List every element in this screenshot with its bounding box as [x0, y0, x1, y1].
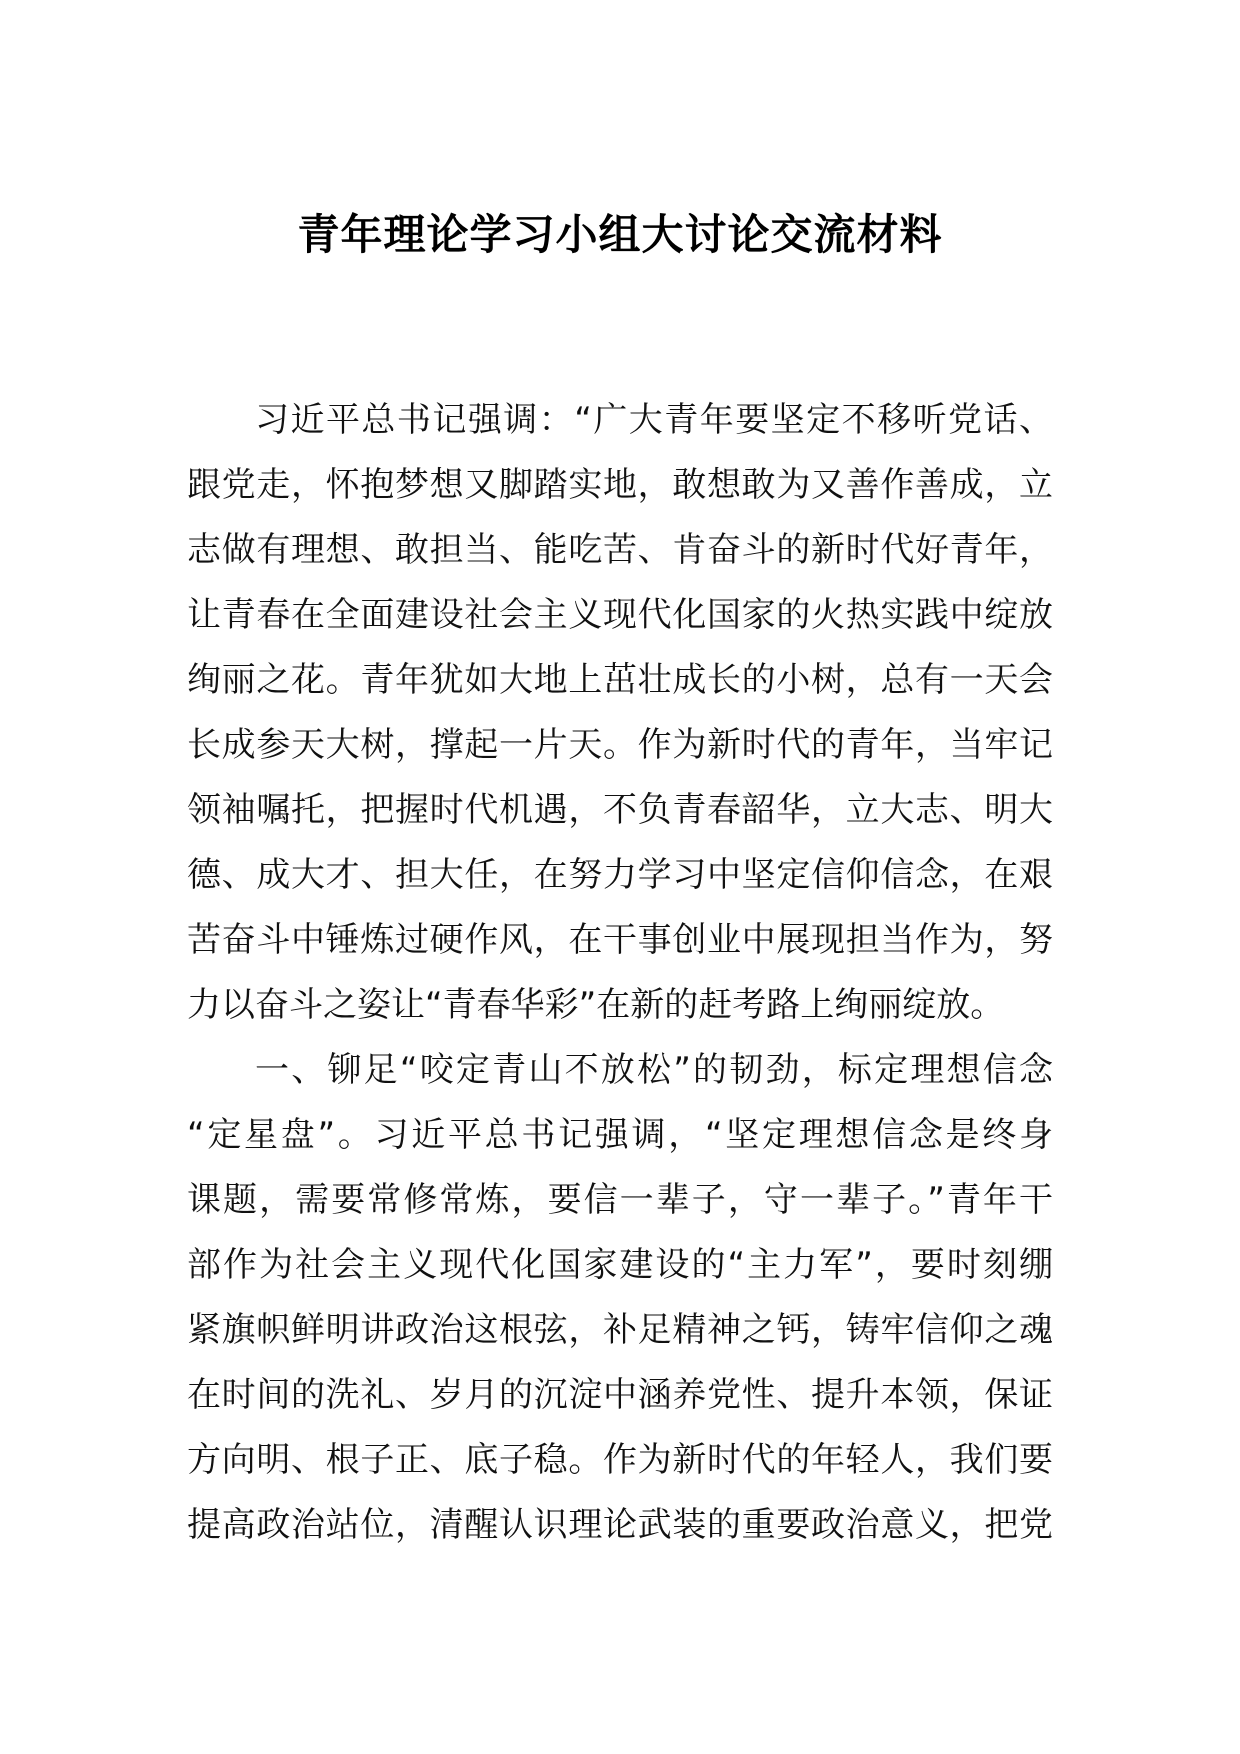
- body-line: 在时间的洗礼、岁月的沉淀中涵养党性、提升本领，保证: [187, 1375, 1053, 1415]
- body-line: 习近平总书记强调：“广大青年要坚定不移听党话、: [255, 400, 1053, 440]
- body-line: 一、铆足“咬定青山不放松”的韧劲，标定理想信念: [255, 1050, 1053, 1090]
- document-title: 青年理论学习小组大讨论交流材料: [297, 210, 943, 259]
- body-line: 紧旗帜鲜明讲政治这根弦，补足精神之钙，铸牢信仰之魂: [187, 1310, 1053, 1350]
- body-line: 力以奋斗之姿让“青春华彩”在新的赶考路上绚丽绽放。: [187, 985, 1005, 1025]
- body-line: 方向明、根子正、底子稳。作为新时代的年轻人，我们要: [187, 1440, 1053, 1480]
- body-line: 长成参天大树，撑起一片天。作为新时代的青年，当牢记: [187, 725, 1053, 765]
- body-line: 领袖嘱托，把握时代机遇，不负青春韶华，立大志、明大: [187, 790, 1053, 830]
- body-line: 绚丽之花。青年犹如大地上茁壮成长的小树，总有一天会: [187, 660, 1053, 700]
- body-line: 部作为社会主义现代化国家建设的“主力军”，要时刻绷: [187, 1245, 1053, 1285]
- body-line: 跟党走，怀抱梦想又脚踏实地，敢想敢为又善作善成，立: [187, 465, 1053, 505]
- body-line: 志做有理想、敢担当、能吃苦、肯奋斗的新时代好青年，: [187, 530, 1053, 570]
- body-line: 课题，需要常修常炼，要信一辈子，守一辈子。”青年干: [187, 1180, 1053, 1220]
- document-body: [187, 388, 1053, 1558]
- body-line: 苦奋斗中锤炼过硬作风，在干事创业中展现担当作为，努: [187, 920, 1053, 960]
- body-line: 让青春在全面建设社会主义现代化国家的火热实践中绽放: [187, 595, 1053, 635]
- body-line: 德、成大才、担大任，在努力学习中坚定信仰信念，在艰: [187, 855, 1053, 895]
- body-line: “定星盘”。习近平总书记强调，“坚定理想信念是终身: [187, 1115, 1053, 1155]
- body-line: 提高政治站位，清醒认识理论武装的重要政治意义，把党: [187, 1505, 1053, 1545]
